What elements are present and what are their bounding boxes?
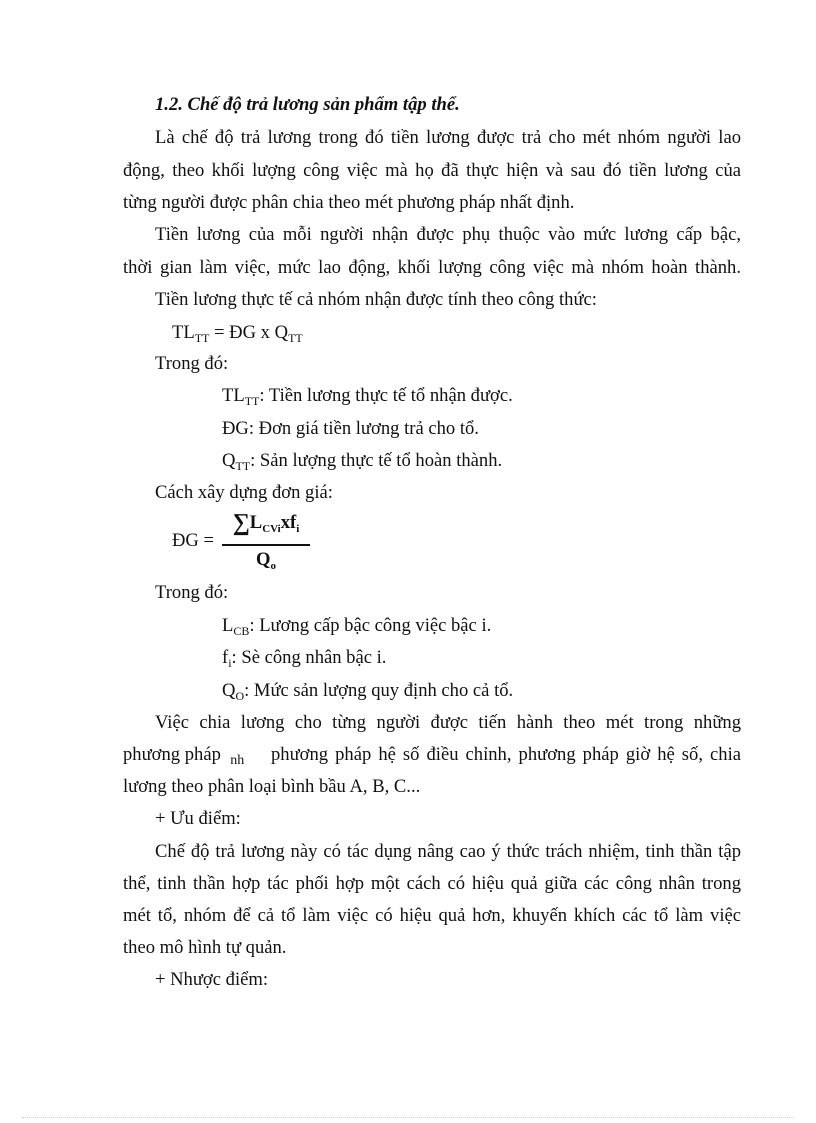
paragraph-1-line-2: động, theo khối lượng công việc mà họ đã thực hiện và sau đó tiền lương của bbox=[123, 160, 741, 181]
paragraph-4-line-2-b: phương pháp hệ số điều chỉnh, phương pháp giờ hệ số, chia bbox=[271, 744, 741, 765]
formula2-lhs: ĐG = bbox=[172, 530, 214, 551]
paragraph-5-line-1: Chế độ trả lương này có tác dụng nâng cao ý thức trách nhiệm, tinh thần tập bbox=[155, 841, 741, 862]
where1-item-1-text: : Tiền lương thực tế tổ nhận được. bbox=[259, 385, 513, 406]
formula2-numerator bbox=[222, 510, 310, 542]
where1-item-1-subscript: TT bbox=[244, 394, 260, 408]
page-bottom-divider bbox=[22, 1117, 794, 1118]
paragraph-4-line-2-a: phương pháp bbox=[123, 744, 221, 765]
paragraph-2-line-1: Tiền lương của mỗi người nhận được phụ thuộc vào mức lương cấp bậc, bbox=[155, 224, 741, 245]
where1-item-3 bbox=[222, 450, 816, 472]
where2-item-1-symbol: L bbox=[222, 615, 234, 636]
formula2-denominator bbox=[222, 548, 310, 578]
formula-q-subscript: TT bbox=[288, 331, 303, 345]
formula-salary-total bbox=[172, 322, 790, 344]
where-label-2: Trong đó: bbox=[155, 582, 229, 603]
where2-item-1 bbox=[222, 615, 816, 637]
where1-item-3-subscript: TT bbox=[235, 459, 251, 473]
where2-item-3 bbox=[222, 680, 816, 702]
formula2-q-subscript: o bbox=[270, 560, 276, 572]
where1-item-3-symbol: Q bbox=[222, 450, 236, 471]
paragraph-5-line-3: mét tổ, nhóm để cả tổ làm việc có hiệu quả hơn, khuyến khích các tổ làm việc bbox=[123, 905, 741, 926]
formula2-l: L bbox=[249, 512, 263, 533]
build-label: Cách xây dựng đơn giá: bbox=[155, 482, 333, 503]
where2-item-2-text: : Sè công nhân bậc i. bbox=[231, 647, 387, 668]
where2-item-2-symbol: f bbox=[222, 647, 229, 668]
paragraph-4-line-3: lương theo phân loại bình bầu A, B, C... bbox=[123, 776, 421, 797]
paragraph-1-line-3: từng người được phân chia theo mét phương pháp nhất định. bbox=[123, 192, 575, 213]
where2-item-2 bbox=[222, 647, 816, 669]
formula2-q: Q bbox=[256, 549, 271, 570]
paragraph-4-line-2 bbox=[123, 744, 741, 768]
formula2-f-subscript: i bbox=[296, 523, 300, 535]
sigma-symbol: ∑ bbox=[232, 510, 250, 536]
formula2-l-subscript: CVi bbox=[262, 523, 281, 535]
where1-item-1-symbol: TL bbox=[222, 385, 245, 406]
formula2-f: f bbox=[290, 512, 297, 533]
formula-tl-subscript: TT bbox=[194, 331, 210, 345]
where-label-1: Trong đó: bbox=[155, 353, 229, 374]
fraction-bar bbox=[222, 544, 310, 546]
where2-item-3-text: : Mức sản lượng quy định cho cả tổ. bbox=[244, 680, 514, 701]
where2-item-2-subscript: i bbox=[228, 656, 232, 670]
advantage-label: + Ưu điểm: bbox=[155, 808, 241, 829]
where1-item-3-text: : Sản lượng thực tế tổ hoàn thành. bbox=[250, 450, 503, 471]
formula2-fraction bbox=[222, 510, 310, 578]
disadvantage-label: + Nhược điểm: bbox=[155, 969, 269, 990]
where2-item-1-text: : Lương cấp bậc công việc bậc i. bbox=[249, 615, 492, 636]
formula2-x: x bbox=[280, 512, 291, 533]
paragraph-2-line-2: thời gian làm việc, mức lao động, khối lượng công việc mà nhóm hoàn thành. bbox=[123, 257, 741, 278]
where2-item-3-symbol: Q bbox=[222, 680, 236, 701]
where2-item-1-subscript: CB bbox=[233, 624, 250, 638]
paragraph-5-line-2: thể, tinh thần hợp tác phối hợp một cách có hiệu quả giữa các công nhân trong bbox=[123, 873, 741, 894]
formula-unit-price bbox=[172, 510, 332, 574]
paragraph-4-line-2-start bbox=[123, 744, 244, 768]
paragraph-4-line-2-sub: nh bbox=[230, 753, 245, 768]
where2-item-3-subscript: O bbox=[235, 689, 245, 703]
paragraph-5-line-4: theo mô hình tự quản. bbox=[123, 937, 287, 958]
paragraph-1-line-1: Là chế độ trả lương trong đó tiền lương được trả cho mét nhóm người lao bbox=[155, 127, 741, 148]
paragraph-4-line-1: Việc chia lương cho từng người được tiến hành theo mét trong những bbox=[155, 712, 741, 733]
formula-tl: TL bbox=[172, 322, 195, 343]
formula-middle: = ĐG x Q bbox=[209, 322, 289, 343]
section-heading: 1.2. Chế độ trả lương sản phẩm tập thể. bbox=[155, 94, 460, 115]
paragraph-3-line-1: Tiền lương thực tế cả nhóm nhận được tính theo công thức: bbox=[155, 289, 597, 310]
where1-item-2: ĐG: Đơn giá tiền lương trả cho tổ. bbox=[222, 418, 479, 439]
where1-item-1 bbox=[222, 385, 816, 407]
